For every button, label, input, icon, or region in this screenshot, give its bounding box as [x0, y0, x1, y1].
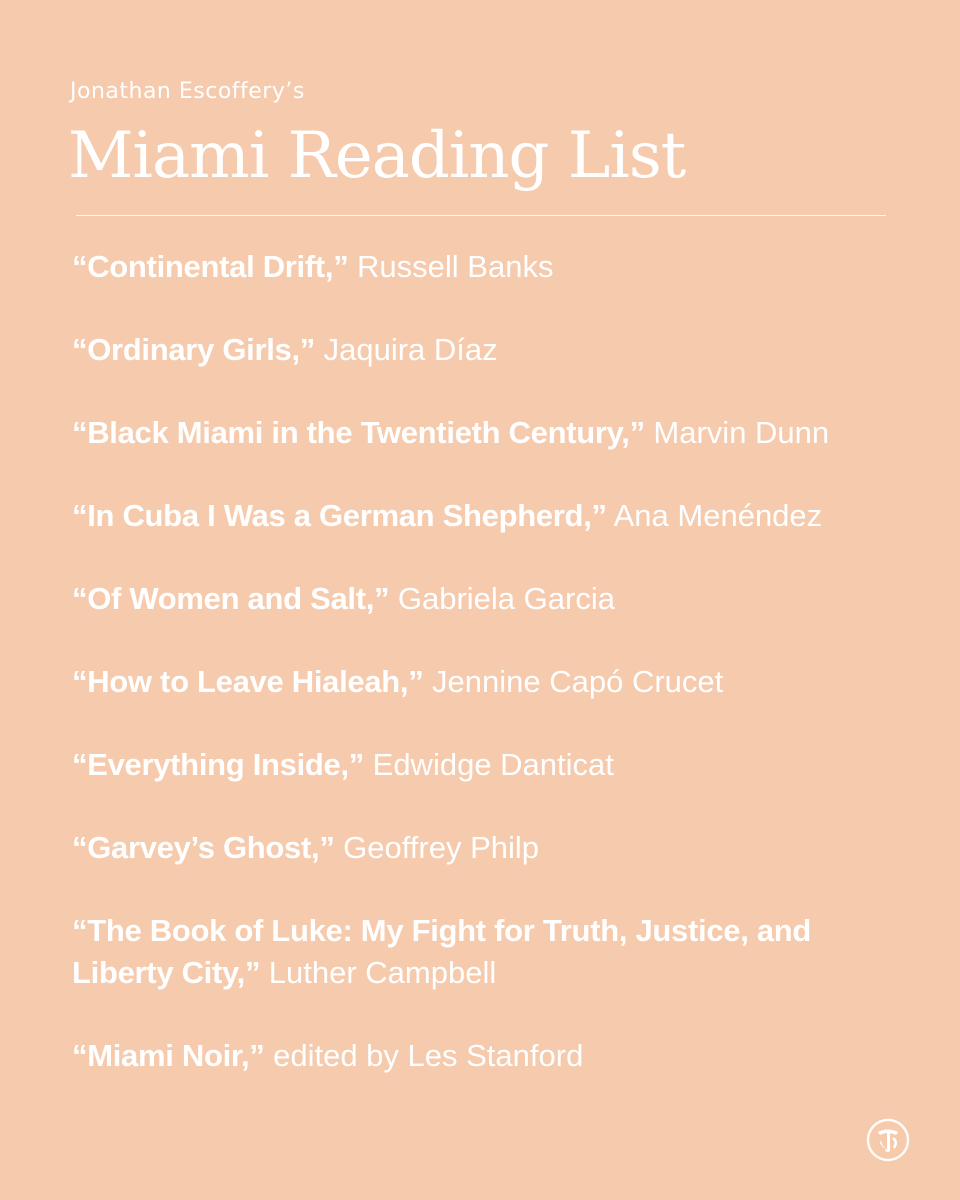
book-title: “Ordinary Girls,” — [72, 332, 315, 367]
book-title: “The Book of Luke: My Fight for Truth, Justice, and Liberty City,” — [72, 913, 812, 990]
divider — [76, 215, 886, 216]
book-title: “Continental Drift,” — [72, 249, 349, 284]
book-title: “In Cuba I Was a German Shepherd,” — [72, 498, 607, 533]
book-title: “Garvey’s Ghost,” — [72, 830, 335, 865]
book-author: Jennine Capó Crucet — [432, 664, 724, 699]
book-author: Gabriela Garcia — [397, 581, 615, 616]
book-title: “Black Miami in the Twentieth Century,” — [72, 415, 645, 450]
list-item — [72, 910, 872, 994]
book-title: “Miami Noir,” — [72, 1038, 265, 1073]
book-author: edited by Les Stanford — [273, 1038, 584, 1073]
list-item — [72, 412, 892, 454]
list-item — [72, 1035, 892, 1077]
book-author: Jaquira Díaz — [323, 332, 498, 367]
book-author: Marvin Dunn — [653, 415, 830, 450]
book-title: “Everything Inside,” — [72, 747, 365, 782]
book-title: “How to Leave Hialeah,” — [72, 664, 424, 699]
list-item — [72, 744, 892, 786]
book-author: Geoffrey Philp — [343, 830, 540, 865]
list-item — [72, 246, 892, 288]
page-title: Miami Reading List — [68, 119, 686, 193]
book-author: Russell Banks — [357, 249, 554, 284]
book-author: Luther Campbell — [268, 955, 497, 990]
list-item — [72, 578, 892, 620]
book-title: “Of Women and Salt,” — [72, 581, 390, 616]
nyt-t-logo-icon — [866, 1118, 910, 1162]
book-author: Edwidge Danticat — [372, 747, 614, 782]
list-item — [72, 661, 892, 703]
book-author: Ana Menéndez — [613, 498, 823, 533]
list-item — [72, 827, 892, 869]
list-item — [72, 329, 892, 371]
author-kicker: Jonathan Escoffery’s — [70, 79, 305, 104]
list-item — [72, 495, 892, 537]
